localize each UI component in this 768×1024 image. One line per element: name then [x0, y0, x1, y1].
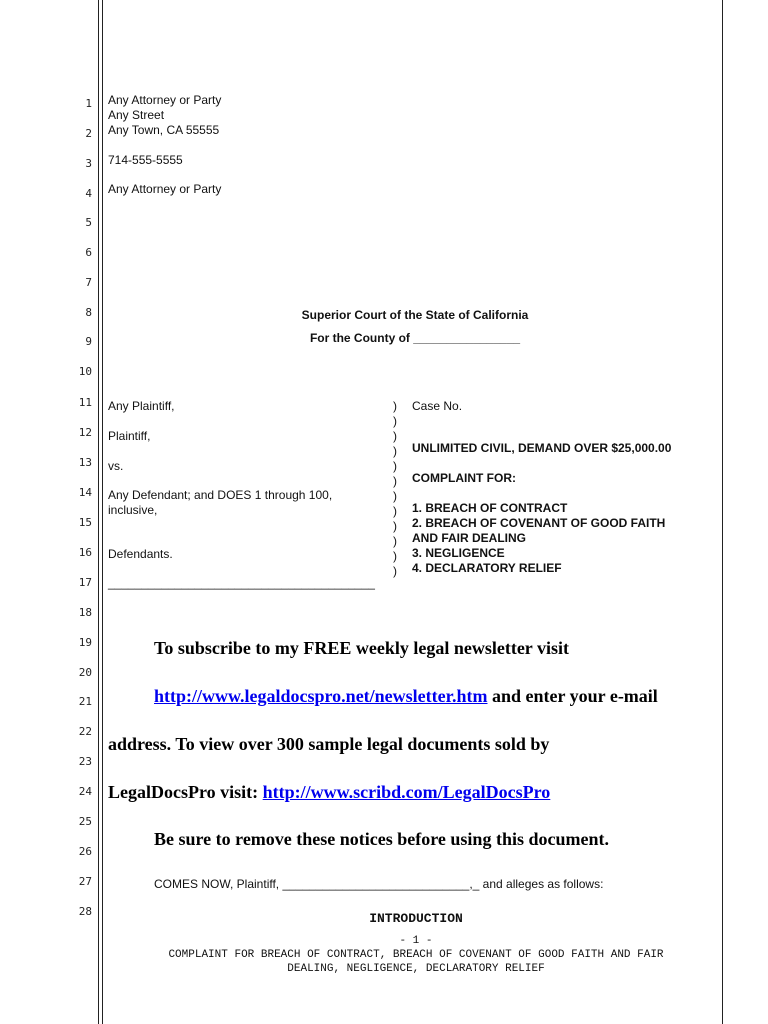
notice-line-4: [108, 782, 550, 803]
plaintiff-name: Any Plaintiff,: [108, 399, 175, 413]
line-number: 13: [78, 456, 92, 469]
line-number: 16: [78, 546, 92, 559]
line-number: 27: [78, 875, 92, 888]
page-number: - 1 -: [399, 935, 433, 947]
line-number: 28: [78, 905, 92, 918]
line-number: 12: [78, 426, 92, 439]
plaintiff-role: Plaintiff,: [108, 429, 151, 443]
notice-line-3: address. To view over 300 sample legal documents sold by: [108, 734, 550, 754]
attorney-block: [108, 93, 221, 138]
line-number: 3: [85, 157, 92, 170]
comes-now-sentence: COMES NOW, Plaintiff, ____________________________,_ and alleges as follows:: [154, 877, 604, 891]
claim-item: 1. BREACH OF CONTRACT: [412, 501, 568, 515]
notice-line-2: [154, 686, 658, 707]
paren: ): [393, 429, 397, 443]
unlimited-civil-label: UNLIMITED CIVIL, DEMAND OVER $25,000.00: [412, 441, 672, 455]
line-number: 18: [78, 606, 92, 619]
attorney-street: Any Street: [108, 108, 165, 122]
line-number: 11: [78, 396, 92, 409]
paren: ): [393, 489, 397, 503]
line-number: 24: [78, 785, 92, 798]
claim-item: 2. BREACH OF COVENANT OF GOOD FAITH: [412, 516, 666, 530]
attorney-phone: 714-555-5555: [108, 153, 183, 167]
line-number: 9: [85, 335, 92, 348]
attorney-name: Any Attorney or Party: [108, 93, 222, 107]
defendant-name: Any Defendant; and DOES 1 through 100,: [108, 488, 333, 502]
left-margin-rule-inner: [102, 0, 103, 1024]
introduction-heading: INTRODUCTION: [369, 911, 463, 926]
paren: ): [393, 534, 397, 548]
caption-parenthesis-column: [393, 399, 397, 579]
line-number: 17: [78, 576, 92, 589]
case-number-label: Case No.: [412, 399, 463, 413]
claim-item: 3. NEGLIGENCE: [412, 546, 505, 560]
line-number: 5: [85, 216, 92, 229]
line-number: 4: [85, 187, 92, 200]
attorney-for: Any Attorney or Party: [108, 182, 222, 196]
line-number: 7: [85, 276, 92, 289]
caption-underline: ________________________________________: [108, 576, 375, 590]
claims-list: [412, 501, 665, 576]
line-number: 19: [78, 636, 92, 649]
paren: ): [393, 414, 397, 428]
line-number: 2: [85, 127, 92, 140]
footer-title-line-1: COMPLAINT FOR BREACH OF CONTRACT, BREACH OF COVENANT OF GOOD FAITH AND FAIR: [168, 949, 664, 961]
paren: ): [393, 504, 397, 518]
paren: ): [393, 474, 397, 488]
paren: ): [393, 444, 397, 458]
notice-line-1: To subscribe to my FREE weekly legal newsletter visit: [154, 638, 569, 658]
line-number: 15: [78, 516, 92, 529]
notice-line-5: Be sure to remove these notices before using this document.: [154, 829, 609, 849]
notice-line-4-prefix: LegalDocsPro visit:: [108, 782, 263, 802]
defendant-inclusive: inclusive,: [108, 503, 158, 517]
paren: ): [393, 399, 397, 413]
versus: vs.: [108, 459, 124, 473]
line-number: 1: [85, 97, 92, 110]
line-number: 10: [78, 365, 92, 378]
newsletter-link[interactable]: http://www.legaldocspro.net/newsletter.htm: [154, 686, 488, 706]
paren: ): [393, 549, 397, 563]
line-number: 20: [78, 666, 92, 679]
left-margin-rule: [98, 0, 99, 1024]
claim-item: 4. DECLARATORY RELIEF: [412, 561, 562, 575]
court-county: For the County of ________________: [309, 331, 521, 345]
line-number: 26: [78, 845, 92, 858]
paren: ): [393, 564, 397, 578]
paren: ): [393, 459, 397, 473]
line-number: 25: [78, 815, 92, 828]
line-number: 21: [78, 695, 92, 708]
defendant-role: Defendants.: [108, 547, 173, 561]
paren: ): [393, 519, 397, 533]
complaint-for-label: COMPLAINT FOR:: [412, 471, 516, 485]
line-number: 6: [85, 246, 92, 259]
line-number: 23: [78, 755, 92, 768]
scribd-link[interactable]: http://www.scribd.com/LegalDocsPro: [262, 782, 551, 802]
notice-line-2-rest: and enter your e-mail: [487, 686, 658, 706]
court-name: Superior Court of the State of California: [301, 308, 529, 322]
line-number: 14: [78, 486, 92, 499]
line-number: 8: [85, 306, 92, 319]
line-number: 22: [78, 725, 92, 738]
footer-title-line-2: DEALING, NEGLIGENCE, DECLARATORY RELIEF: [287, 963, 545, 975]
claim-item: AND FAIR DEALING: [412, 531, 526, 545]
right-margin-rule: [722, 0, 723, 1024]
attorney-city: Any Town, CA 55555: [108, 123, 220, 137]
